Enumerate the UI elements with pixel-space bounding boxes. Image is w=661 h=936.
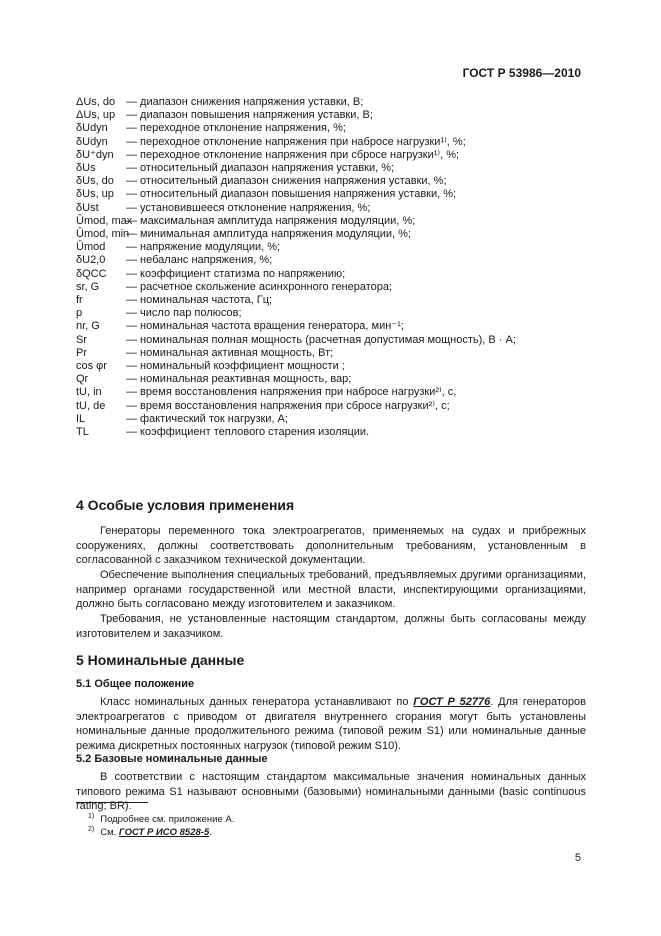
definition-text: — относительный диапазон снижения напряжения уставки, %; — [126, 175, 447, 188]
definition-text: — номинальная реактивная мощность, вар; — [126, 373, 352, 386]
definition-symbol: IL — [76, 412, 86, 425]
definition-row — [76, 122, 586, 135]
definition-symbol: δUdyn — [76, 122, 108, 135]
footnote-2: $^{2)}$ См. ГОСТ Р ИСО 8528-5. — [88, 826, 212, 839]
definition-row — [76, 426, 586, 439]
definition-row — [76, 149, 586, 162]
definition-symbol: δUdyn — [76, 135, 108, 148]
definition-symbol: δQCC — [76, 267, 107, 280]
page-number: 5 — [574, 852, 581, 864]
definition-symbol: TL — [76, 426, 89, 439]
definition-row — [76, 386, 586, 399]
definitions-list — [76, 96, 586, 439]
definition-text: — установившееся отклонение напряжения, %; — [126, 201, 371, 214]
definition-text: — диапазон повышения напряжения уставки, В; — [126, 109, 373, 122]
definition-symbol: fr — [76, 294, 83, 307]
definition-row — [76, 281, 586, 294]
definition-text: — номинальная частота вращения генератора, мин⁻¹; — [126, 320, 404, 333]
definition-text: — переходное отклонение напряжения при набросе нагрузки¹⁾, %; — [126, 135, 466, 148]
definition-symbol: ΔUs, up — [76, 109, 116, 122]
definition-row — [76, 320, 586, 333]
definition-text: — небаланс напряжения, %; — [126, 254, 273, 267]
footnote-divider — [76, 802, 148, 803]
definition-row — [76, 162, 586, 175]
definition-row — [76, 373, 586, 386]
definition-row — [76, 241, 586, 254]
footnote-1: $^{1)}$ Подробнее см. приложение А. — [88, 813, 235, 826]
definition-row — [76, 136, 586, 149]
definition-symbol: sr, G — [76, 280, 100, 293]
definition-row — [76, 268, 586, 281]
definition-symbol: p — [76, 307, 83, 320]
definition-text: — расчетное скольжение асинхронного генератора; — [126, 280, 393, 293]
definition-row — [76, 202, 586, 215]
definition-row — [76, 188, 586, 201]
section-4-paragraph-3: Требования, не установленные настоящим стандартом, должны быть согласованы между изготовителем и заказчиком. — [76, 613, 586, 640]
gost-r-iso-8528-5-link[interactable]: ГОСТ Р ИСО 8528-5 — [118, 827, 210, 839]
definition-row — [76, 360, 586, 373]
definition-symbol: tU, de — [76, 399, 106, 412]
subsection-5-1-paragraph: Класс номинальных данных генератора устанавливают по ГОСТ Р 52776. Для генераторов электроагрегатов с приводом от двигателя внутреннего сгорания могут быть установлены номинальные данные продолжительного режима (типовой режим S1) или номинальные данные режима дискретных постоянных нагрузок (типовой режим S10). — [76, 696, 587, 752]
subsection-5-1-heading: 5.1 Общее положение — [76, 678, 195, 690]
definition-symbol: Ûmod — [76, 241, 106, 254]
section-4-paragraph-2: Обеспечение выполнения специальных требований, предъявляемых другими организациями, например органами государственной или местной власти, инспектирующими организациями, должно быть согласовано между изготовителем и заказчиком. — [76, 569, 586, 610]
definition-text: — коэффициент теплового старения изоляции. — [126, 426, 370, 439]
gost-r-52776-link[interactable]: ГОСТ Р 52776 — [413, 696, 491, 708]
section-4-paragraph-1: Генераторы переменного тока электроагрегатов, применяемых на судах и прибрежных сооружениях, должны соответствовать дополнительным требованиям, установленным в согласованной с заказчиком технической документации. — [76, 525, 586, 566]
definition-symbol: Sr — [76, 333, 87, 346]
definition-symbol: ΔUs, do — [76, 96, 116, 108]
definition-text: — переходное отклонение напряжения, %; — [126, 122, 346, 135]
definition-text: — число пар полюсов; — [126, 307, 242, 320]
subsection-5-2-paragraph: В соответствии с настоящим стандартом максимальные значения номинальных данных типового режима S1 называют основными (базовыми) номинальными данными (basic continuous rating; BR). — [76, 771, 586, 812]
definition-symbol: δUs, up — [76, 188, 114, 201]
definition-symbol: δUst — [76, 201, 99, 214]
definition-text: — время восстановления напряжения при набросе нагрузки²⁾, с, — [126, 386, 457, 399]
definition-symbol: Qr — [76, 373, 89, 386]
definition-text: — номинальная активная мощность, Вт; — [126, 346, 334, 359]
definition-row — [76, 254, 586, 267]
definition-row — [76, 109, 586, 122]
definition-row — [76, 334, 586, 347]
definition-symbol: Ûmod, max — [76, 214, 133, 227]
definition-row — [76, 215, 586, 228]
definition-text: — переходное отклонение напряжения при сбросе нагрузки¹⁾, %; — [126, 148, 460, 161]
definition-text: — относительный диапазон напряжения уставки, %; — [126, 162, 395, 175]
document-code: ГОСТ Р 53986—2010 — [462, 66, 581, 80]
definition-symbol: cos φr — [76, 360, 107, 373]
definition-text: — номинальный коэффициент мощности ; — [126, 360, 345, 373]
definition-text: — напряжение модуляции, %; — [126, 241, 281, 254]
definition-text: — номинальная полная мощность (расчетная допустимая мощность), В · А; — [126, 333, 516, 346]
definition-symbol: Ûmod, min — [76, 228, 130, 241]
definition-symbol: tU, in — [76, 386, 102, 399]
definition-text: — номинальная частота, Гц; — [126, 294, 273, 307]
definition-symbol: δU2,0 — [76, 254, 106, 267]
definition-text: — относительный диапазон повышения напряжения уставки, %; — [126, 188, 457, 201]
definition-row — [76, 400, 586, 413]
definition-symbol: Pr — [76, 346, 87, 359]
definition-row — [76, 307, 586, 320]
definition-text: — время восстановления напряжения при сбросе нагрузки²⁾, с; — [126, 399, 450, 412]
definition-symbol: δUs — [76, 162, 96, 175]
definition-symbol: nr, G — [76, 320, 100, 333]
definition-text: — минимальная амплитуда напряжения модуляции, %; — [126, 228, 411, 241]
definition-symbol: δUs, do — [76, 175, 114, 188]
definition-text: — фактический ток нагрузки, А; — [126, 412, 288, 425]
section-4-heading: 4 Особые условия применения — [76, 497, 295, 513]
definition-row — [76, 228, 586, 241]
subsection-5-2-heading: 5.2 Базовые номинальные данные — [76, 753, 268, 765]
definition-row — [76, 413, 586, 426]
definition-row — [76, 96, 586, 109]
definition-text: — максимальная амплитуда напряжения модуляции, %; — [126, 214, 416, 227]
definition-symbol: δU⁺dyn — [76, 148, 114, 161]
definition-row — [76, 347, 586, 360]
definition-row — [76, 175, 586, 188]
definition-text: — коэффициент статизма по напряжению; — [126, 267, 346, 280]
section-5-heading: 5 Номинальные данные — [76, 652, 245, 668]
definition-row — [76, 294, 586, 307]
definition-text: — диапазон снижения напряжения уставки, В; — [126, 96, 364, 108]
